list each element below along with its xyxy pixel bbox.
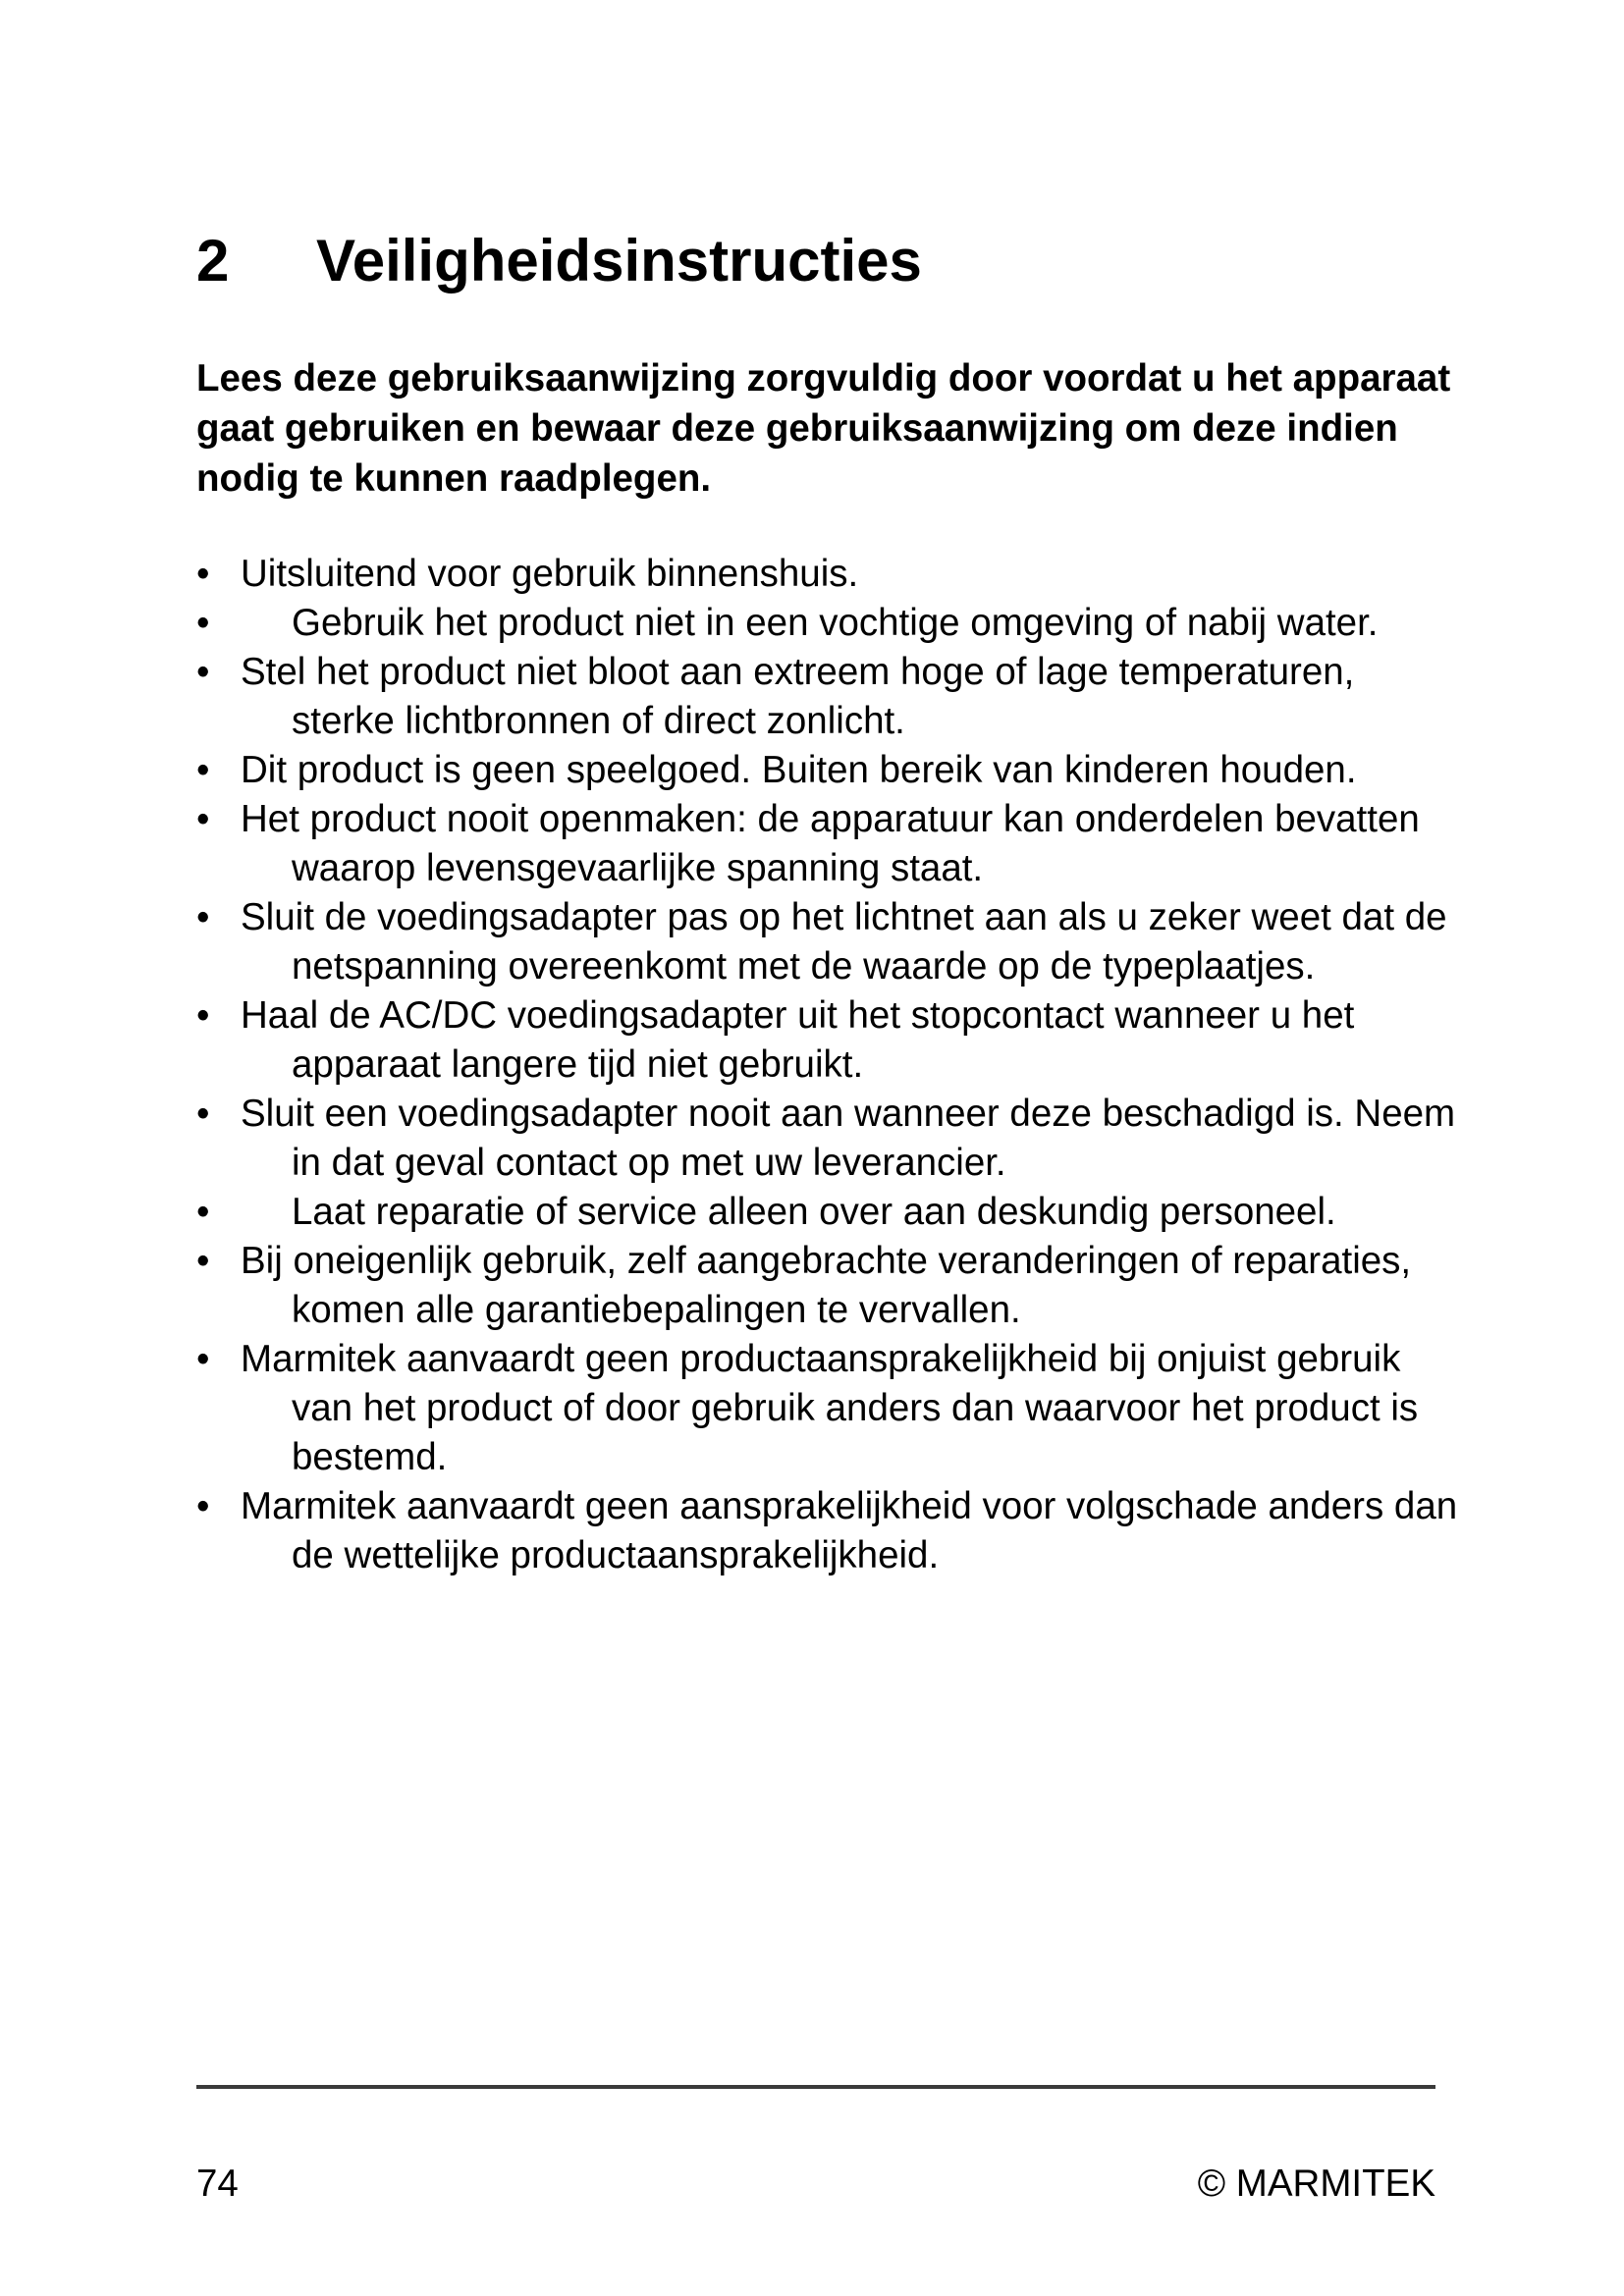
list-item [196, 648, 1463, 746]
list-item-text: Uitsluitend voor gebruik binnenshuis. [241, 553, 859, 595]
list-item-text: Sluit een voedingsadapter nooit aan wanneer deze beschadigd is. Neem in dat geval contact op met uw leverancier. [241, 1093, 1456, 1184]
page-number: 74 [196, 2163, 239, 2205]
list-item-text: Laat reparatie of service alleen over aan deskundig personeel. [292, 1191, 1336, 1233]
bullet-icon: • [196, 1338, 210, 1380]
list-item [196, 1188, 1463, 1237]
intro-paragraph: Lees deze gebruiksaanwijzing zorgvuldig door voordat u het apparaat gaat gebruiken en bewaar deze gebruiksaanwijzing om deze indien nodig te kunnen raadplegen. [196, 357, 1451, 500]
safety-instructions-list [196, 550, 1463, 1580]
list-item-text: Dit product is geen speelgoed. Buiten bereik van kinderen houden. [241, 749, 1357, 791]
bullet-icon: • [196, 1240, 210, 1282]
bullet-icon: • [196, 749, 210, 791]
list-item-text: Haal de AC/DC voedingsadapter uit het stopcontact wanneer u het apparaat langere tijd niet gebruikt. [241, 994, 1355, 1086]
list-item [196, 746, 1463, 795]
section-title: Veiligheidsinstructies [316, 228, 922, 294]
list-item [196, 1335, 1463, 1482]
list-item-text: Het product nooit openmaken: de apparatuur kan onderdelen bevatten waarop levensgevaarlijke spanning staat. [241, 798, 1420, 889]
bullet-icon: • [196, 553, 210, 595]
list-item [196, 795, 1463, 893]
list-item-text: Sluit de voedingsadapter pas op het lichtnet aan als u zeker weet dat de netspanning overeenkomt met de waarde op de typeplaatjes. [241, 896, 1447, 988]
section-number: 2 [196, 228, 230, 294]
list-item-text: Bij oneigenlijk gebruik, zelf aangebrachte veranderingen of reparaties, komen alle garantiebepalingen te vervallen. [241, 1240, 1412, 1331]
copyright-notice: © MARMITEK [1197, 2163, 1435, 2205]
bullet-icon: • [196, 651, 210, 693]
list-item [196, 991, 1463, 1090]
bullet-icon: • [196, 1485, 210, 1527]
list-item [196, 599, 1463, 648]
bullet-icon: • [196, 602, 210, 644]
list-item-text: Marmitek aanvaardt geen aansprakelijkheid voor volgschade anders dan de wettelijke productaansprakelijkheid. [241, 1485, 1458, 1576]
list-item-text: Stel het product niet bloot aan extreem hoge of lage temperaturen, sterke lichtbronnen of direct zonlicht. [241, 651, 1355, 742]
list-item [196, 893, 1463, 991]
bullet-icon: • [196, 798, 210, 840]
list-item [196, 550, 1463, 599]
list-item [196, 1237, 1463, 1335]
bullet-icon: • [196, 994, 210, 1037]
list-item [196, 1090, 1463, 1188]
bullet-icon: • [196, 896, 210, 938]
list-item-text: Marmitek aanvaardt geen productaansprakelijkheid bij onjuist gebruik van het product of door gebruik anders dan waarvoor het product is bestemd. [241, 1338, 1419, 1478]
bullet-icon: • [196, 1191, 210, 1233]
bullet-icon: • [196, 1093, 210, 1135]
list-item [196, 1482, 1463, 1580]
footer-divider [196, 2085, 1435, 2089]
list-item-text: Gebruik het product niet in een vochtige omgeving of nabij water. [292, 602, 1379, 644]
section-heading [196, 222, 1434, 300]
